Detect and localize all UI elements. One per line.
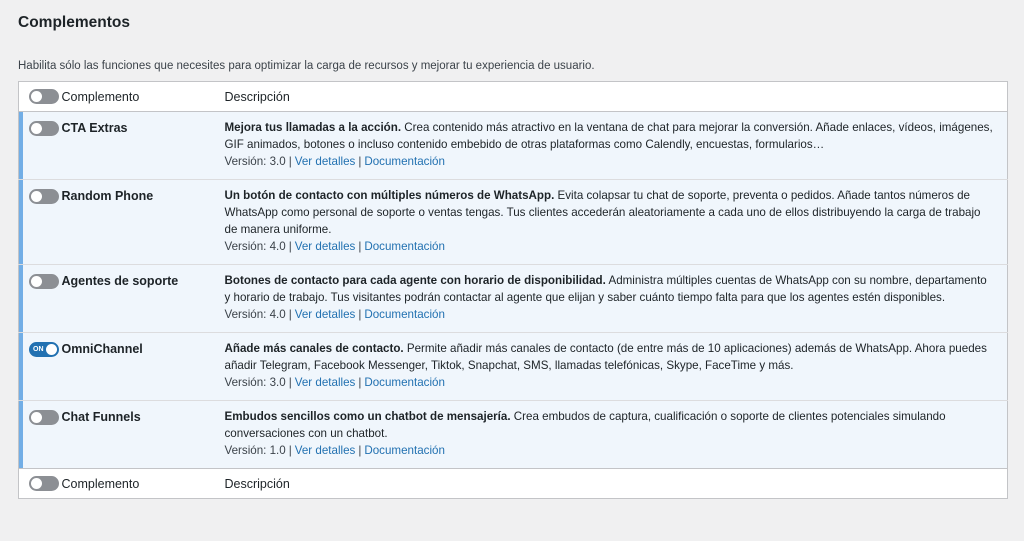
docs-link[interactable]: Documentación <box>364 308 445 321</box>
addon-toggle[interactable] <box>29 189 59 204</box>
addon-name: OmniChannel <box>61 342 143 356</box>
addon-description <box>225 333 1008 401</box>
addon-version: Versión: 1.0 <box>224 444 286 457</box>
toggle-on-label: ON <box>33 346 44 353</box>
addon-name: Random Phone <box>61 189 154 203</box>
addon-description-text: Evita colapsar tu chat de soporte, preventa o pedidos. Añade tantos números de WhatsApp como personal de soporte o ventas tengas. Tus clientes accederán aleatoriamente a cada uno de ellos distribuyendo la carga de trabajo de manera uniforme. <box>224 189 981 236</box>
addon-version: Versión: 4.0 <box>224 240 286 253</box>
addon-description-lead: Añade más canales de contacto. <box>224 342 404 355</box>
meta-separator: | <box>288 240 292 253</box>
addon-meta <box>225 306 996 323</box>
addon-meta <box>225 442 996 459</box>
docs-link[interactable]: Documentación <box>364 240 445 253</box>
addon-version: Versión: 3.0 <box>224 376 286 389</box>
addon-toggle[interactable] <box>29 342 59 357</box>
addon-version: Versión: 4.0 <box>224 308 286 321</box>
page-intro: Habilita sólo las funciones que necesites para optimizar la carga de recursos y mejorar tu experiencia de usuario. <box>18 60 595 72</box>
addon-description <box>225 112 1008 180</box>
addon-version: Versión: 3.0 <box>224 155 286 168</box>
addon-description-lead: Mejora tus llamadas a la acción. <box>224 121 402 134</box>
addon-toggle[interactable] <box>29 121 59 136</box>
toggle-knob <box>31 191 42 202</box>
table-row <box>19 333 1008 401</box>
select-all-cell-footer <box>19 469 62 499</box>
docs-link[interactable]: Documentación <box>364 376 445 389</box>
row-toggle-cell <box>19 333 62 401</box>
details-link[interactable]: Ver detalles <box>294 155 356 168</box>
addons-table <box>18 81 1008 499</box>
toggle-knob <box>31 123 42 134</box>
docs-link[interactable]: Documentación <box>364 444 445 457</box>
addon-description-text: Permite añadir más canales de contacto (de entre más de 10 aplicaciones) además de WhatsApp. Ahora puedes añadir Telegram, Facebook Messenger, Tiktok, Snapchat, SMS, llamadas telefónicas, Skype, FaceTime y más. <box>224 342 987 372</box>
meta-separator: | <box>358 240 362 253</box>
meta-separator: | <box>358 308 362 321</box>
meta-separator: | <box>288 155 292 168</box>
table-row <box>19 265 1008 333</box>
meta-separator: | <box>358 376 362 389</box>
meta-separator: | <box>288 376 292 389</box>
meta-separator: | <box>358 155 362 168</box>
table-header-row <box>19 82 1008 112</box>
toggle-knob <box>31 412 42 423</box>
toggle-knob <box>31 91 42 102</box>
addon-meta <box>225 153 996 170</box>
toggle-knob <box>46 344 57 355</box>
meta-separator: | <box>358 444 362 457</box>
row-toggle-cell <box>19 265 62 333</box>
addon-description-lead: Botones de contacto para cada agente con horario de disponibilidad. <box>224 274 606 287</box>
docs-link[interactable]: Documentación <box>364 155 445 168</box>
meta-separator: | <box>288 444 292 457</box>
addon-description-lead: Un botón de contacto con múltiples números de WhatsApp. <box>224 189 555 202</box>
addon-toggle[interactable] <box>29 274 59 289</box>
addon-description-text: Crea embudos de captura, cualificación o soporte de clientes potenciales simulando conversaciones con un chatbot. <box>224 410 946 440</box>
details-link[interactable]: Ver detalles <box>294 444 356 457</box>
table-row <box>19 112 1008 180</box>
page-title: Complementos <box>18 14 130 31</box>
details-link[interactable]: Ver detalles <box>294 308 356 321</box>
addon-name: Agentes de soporte <box>61 274 179 288</box>
column-footer-description: Descripción <box>224 476 290 491</box>
table-footer-row <box>19 469 1008 499</box>
addon-description-text: Crea contenido más atractivo en la ventana de chat para mejorar la conversión. Añade enlaces, vídeos, imágenes, GIF animados, botones o incluso contenido embebido de otras plataformas como Calendly, encuestas, formularios… <box>224 121 993 151</box>
column-footer-name: Complemento <box>61 476 140 491</box>
column-header-name: Complemento <box>61 89 140 104</box>
select-all-toggle[interactable] <box>29 89 59 104</box>
details-link[interactable]: Ver detalles <box>294 240 356 253</box>
table-row <box>19 401 1008 469</box>
details-link[interactable]: Ver detalles <box>294 376 356 389</box>
addon-name: CTA Extras <box>61 121 128 135</box>
table-row <box>19 180 1008 265</box>
addon-description-text: Administra múltiples cuentas de WhatsApp con su nombre, departamento y horario de trabajo. Tus visitantes podrán contactar al agente que elijan y saber cuánto tiempo falta para que los agentes estén disponibles. <box>224 274 987 304</box>
row-toggle-cell <box>19 180 62 265</box>
addon-description <box>225 401 1008 469</box>
select-all-cell <box>19 82 62 112</box>
addon-description <box>225 265 1008 333</box>
addon-meta <box>225 374 996 391</box>
addon-description <box>225 180 1008 265</box>
toggle-knob <box>31 276 42 287</box>
toggle-knob <box>31 478 42 489</box>
row-toggle-cell <box>19 401 62 469</box>
meta-separator: | <box>288 308 292 321</box>
column-header-description: Descripción <box>224 89 290 104</box>
addon-toggle[interactable] <box>29 410 59 425</box>
row-toggle-cell <box>19 112 62 180</box>
addon-name: Chat Funnels <box>61 410 141 424</box>
addon-meta <box>225 238 996 255</box>
select-all-toggle-footer[interactable] <box>29 476 59 491</box>
addon-description-lead: Embudos sencillos como un chatbot de mensajería. <box>224 410 511 423</box>
